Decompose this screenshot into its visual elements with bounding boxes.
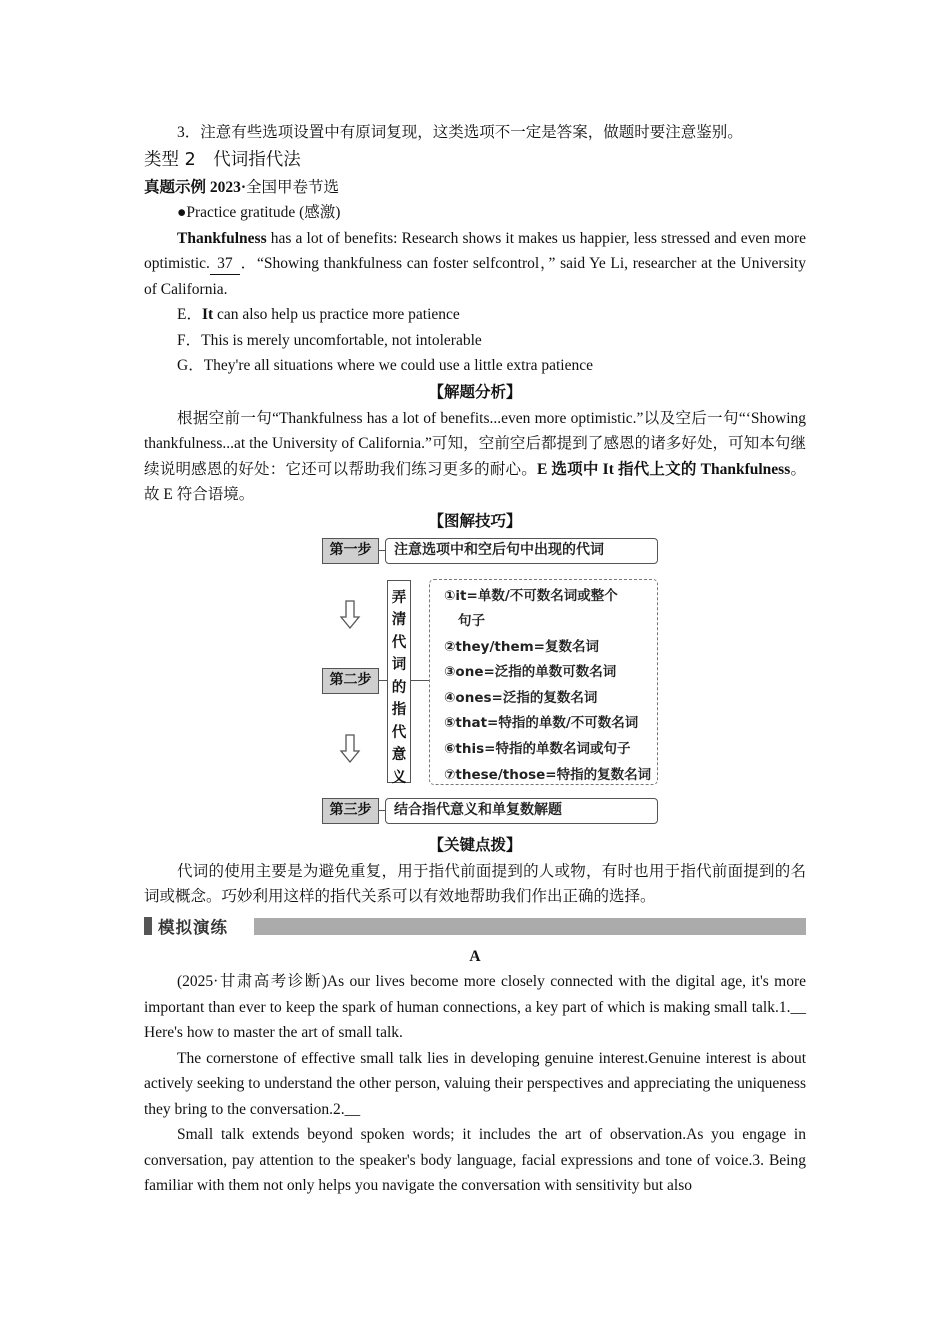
vertical-label	[388, 587, 410, 790]
step3-label: 第三步	[322, 798, 379, 824]
passage-text-1: has a lot of benefits: Research shows it makes us happier, less stressed and even more optimistic.	[144, 229, 806, 272]
step3-box	[385, 798, 658, 824]
step1-text: 注意选项中和空后句中出现的代词	[394, 541, 604, 558]
vertical-label-char: 清	[391, 612, 407, 628]
down-arrow-icon	[339, 600, 361, 630]
analysis-text	[144, 406, 806, 508]
section-a-title: A	[469, 947, 481, 965]
analysis-part-2: 。故 E 符合语境。	[144, 460, 806, 503]
option-e-rest: can also help us practice more patience	[213, 306, 460, 323]
vertical-label-char: 指	[391, 702, 407, 718]
key-point: 代词的使用主要是为避免重复，用于指代前面提到的人或物，有时也用于指代前面提到的名词或概念。巧妙利用这样的指代关系可以有效地帮助我们作出正确的选择。	[144, 862, 806, 905]
reading-source: (2025·甘肃高考诊断)	[177, 973, 327, 990]
step2-label: 第二步	[322, 668, 379, 694]
list-item: ⑦these/those=特指的复数名词	[444, 766, 652, 783]
vertical-label-char: 义	[391, 769, 407, 786]
connector-step1	[379, 550, 385, 551]
down-arrow-icon	[339, 734, 361, 764]
bullet-title: ●Practice gratitude (感激)	[177, 204, 341, 221]
reading-paragraph-2: The cornerstone of effective small talk lies in developing genuine interest.Genuine interest is about actively seeking to understand the other person, valuing their perspectives and appreciating the uniqueness they bring to the conversation.2.__	[144, 1049, 806, 1118]
reading-p1-text: As our lives become more closely connected with the digital age, it's more important than ever to keep the spark of human connections, a key part of which is making small talk.1.__ Here's how to master the art of small talk.	[144, 973, 806, 1041]
connector-step2	[379, 680, 387, 681]
step1-label: 第一步	[322, 538, 379, 564]
vertical-label-char: 代	[391, 634, 407, 651]
list-item: ⑥this=特指的单数名词或句子	[444, 741, 631, 758]
list-item: ④ones=泛指的复数名词	[444, 689, 598, 706]
list-item: ③one=泛指的单数可数名词	[444, 664, 617, 681]
list-item: ①it=单数/不可数名词或整个	[444, 587, 618, 604]
list-item: 句子	[458, 613, 485, 630]
banner-bar	[254, 918, 806, 935]
passage-bold-word: Thankfulness	[177, 229, 267, 247]
section-guanjian: 【关键点拨】	[428, 836, 522, 854]
option-e-letter: E．	[177, 306, 202, 323]
vertical-label-char: 代	[391, 724, 407, 741]
example-passage	[144, 226, 806, 303]
pronoun-list-box	[429, 579, 658, 785]
list-item: ②they/them=复数名词	[444, 638, 599, 655]
vertical-label-char: 意	[391, 747, 407, 763]
banner-mark	[144, 917, 152, 935]
vertical-label-char: 词	[391, 657, 407, 673]
connector-list	[411, 680, 429, 681]
analysis-bold: E 选项中 It 指代上文的 Thankfulness	[536, 460, 791, 478]
vertical-label-char: 的	[391, 679, 407, 696]
flow-diagram	[144, 536, 806, 832]
list-item: ⑤that=特指的单数/不可数名词	[444, 715, 639, 732]
banner-title: 模拟演练	[158, 917, 228, 937]
option-f: F．This is merely uncomfortable, not intolerable	[177, 331, 482, 349]
practice-banner	[144, 916, 806, 936]
example-source-line	[144, 175, 806, 201]
option-g: G．They're all situations where we could use a little extra patience	[177, 357, 593, 374]
step1-box	[385, 538, 658, 564]
reading-paragraph-3: Small talk extends beyond spoken words; it includes the art of observation.As you engage in conversation, pay attention to the speaker's body language, facial expressions and tone of voice.3. Being familiar with them not only helps you navigate the conversation with sensitivity but also	[144, 1126, 806, 1194]
option-e	[144, 302, 806, 328]
answer-blank: 37	[210, 254, 240, 275]
analysis-part-1: 根据空前一句“Thankfulness has a lot of benefits...even more optimistic.”以及空后一句“‘Showing thankfulness...at the University of California.”可知，空前空后都提到了感恩的诸多好处，可知本句继续说明感恩的好处：它还可以帮助我们练习更多的耐心。	[144, 409, 806, 478]
intro-point-3: 3．注意有些选项设置中有原词复现，这类选项不一定是答案，做题时要注意鉴别。	[177, 124, 743, 141]
section-tujie: 【图解技巧】	[428, 512, 522, 530]
example-source: 全国甲卷节选	[246, 178, 340, 196]
type2-heading: 类型 2 代词指代法	[144, 149, 301, 170]
example-label: 真题示例 2023·	[144, 178, 247, 196]
step3-text: 结合指代意义和单复数解题	[394, 801, 562, 818]
section-jieti: 【解题分析】	[428, 383, 522, 401]
reading-paragraph-1	[144, 969, 806, 1046]
option-e-bold: It	[201, 306, 214, 323]
passage-text-2: ．“Showing thankfulness can foster selfcontrol，” said Ye Li, researcher at the University of California.	[144, 255, 806, 298]
vertical-label-box	[387, 580, 411, 786]
vertical-label-char: 弄	[391, 589, 407, 606]
document-page	[144, 120, 806, 1199]
